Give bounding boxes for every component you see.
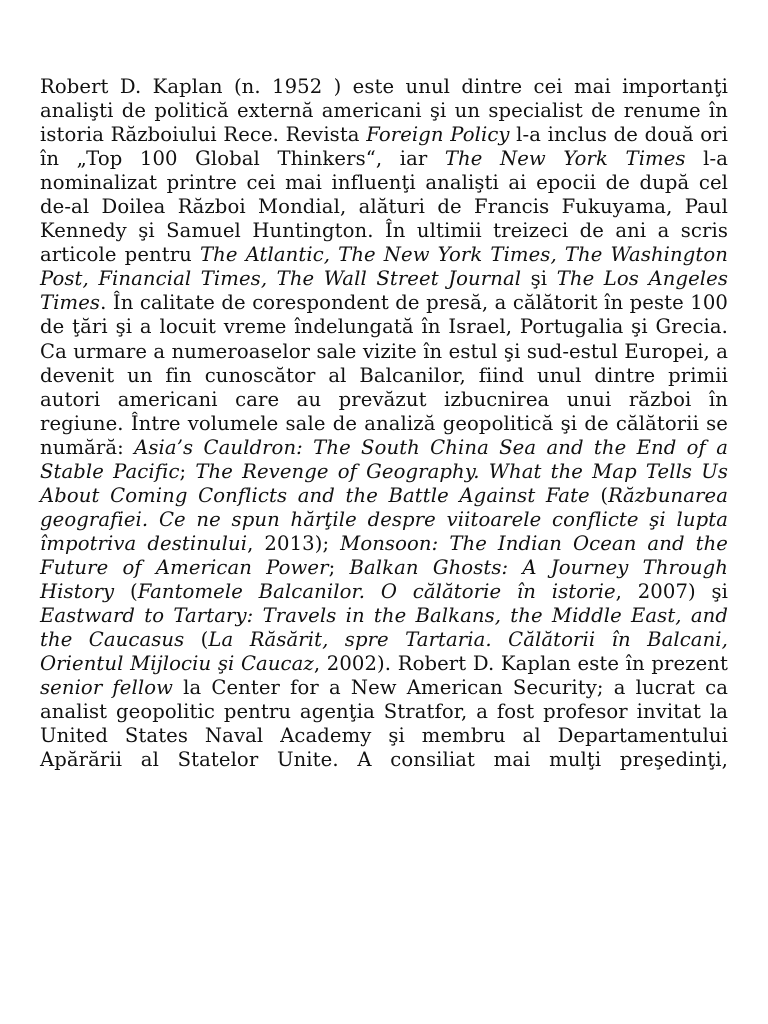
italic-book-la-rasarit: La Răsărit, spre Tartaria. Călătorii în Balcani, Orientul Mijlociu şi Caucaz (40, 628, 728, 676)
text-segment: ; (179, 459, 196, 483)
italic-book-fantomele-balcanilor: Fantomele Balcanilor. O călătorie în istorie (137, 579, 616, 603)
text-segment: l-a inclus de două ori în „Top 100 Global Thinkers“, iar (40, 123, 728, 171)
italic-senior-fellow: senior fellow (40, 676, 173, 700)
text-segment: . În calitate de corespondent de presă, a călătorit în peste 100 de ţări şi a locuit vreme îndelungată în Israel, Portugalia şi Grecia. Ca urmare a numeroaselor sale vizite în estul şi sud-estul Europei, a devenit un fin cunoscător al Balcanilor, fiind unul dintre primii autori americani care au prevăzut izbucnirea unui război în regiune. Între volumele sale de analiză geopolitică şi de călătorii se numără: (40, 291, 728, 459)
text-segment: ( (589, 483, 609, 507)
italic-book-asias-cauldron: Asia’s Cauldron: The South China Sea and the End of a Stable Pacific (40, 435, 728, 483)
text-segment: , 2013); (247, 531, 341, 555)
italic-book-balkan-ghosts: Balkan Ghosts: A Journey Through History (40, 555, 728, 603)
text-segment: ; (328, 555, 350, 579)
text-segment: ( (184, 628, 209, 652)
text-segment: , 2007) şi (615, 579, 729, 603)
italic-book-razbunarea-geografiei: Răzbunarea geografiei. Ce ne spun hărţile despre viitoarele conflicte şi lupta împotriva destinului (40, 483, 728, 555)
italic-book-revenge-of-geography: The Revenge of Geography. What the Map Tells Us About Coming Conflicts and the Battle Against Fate (40, 459, 728, 507)
italic-title-la-times: The Los Angeles Times (40, 267, 728, 315)
italic-title-foreign-policy: Foreign Policy (366, 123, 510, 147)
text-segment: , 2002). Robert D. Kaplan este în prezent (313, 652, 728, 676)
italic-book-monsoon: Monsoon: The Indian Ocean and the Future of American Power (40, 531, 728, 579)
author-bio-paragraph (40, 75, 728, 772)
text-segment: şi (521, 267, 557, 291)
italic-book-eastward-to-tartary: Eastward to Tartary: Travels in the Balkans, the Middle East, and the Caucasus (40, 604, 728, 652)
italic-publications-list: The Atlantic, The New York Times, The Washington Post, Financial Times, The Wall Street Journal (40, 243, 729, 291)
text-segment: ( (114, 579, 138, 603)
text-segment: l-a nominalizat printre cei mai influenţi analişti ai epocii de după cel de-al Doilea Război Mondial, alături de Francis Fukuyama, Paul Kennedy şi Samuel Huntington. În ultimii treizeci de ani a scris articole pentru (40, 147, 728, 267)
italic-title-nyt: The New York Times (444, 147, 686, 171)
text-segment: Robert D. Kaplan (n. 1952 ) este unul dintre cei mai importanţi analişti de politică externă americani şi un specialist de renume în istoria Războiului Rece. Revista (40, 75, 728, 147)
text-segment: la Center for a New American Security; a lucrat ca analist geopolitic pentru agenţia Stratfor, a fost profesor invitat la United States Naval Academy şi membru al Departamentului Apărării al Statelor Unite. A consiliat mai mulţi preşedinţi, (40, 676, 728, 772)
